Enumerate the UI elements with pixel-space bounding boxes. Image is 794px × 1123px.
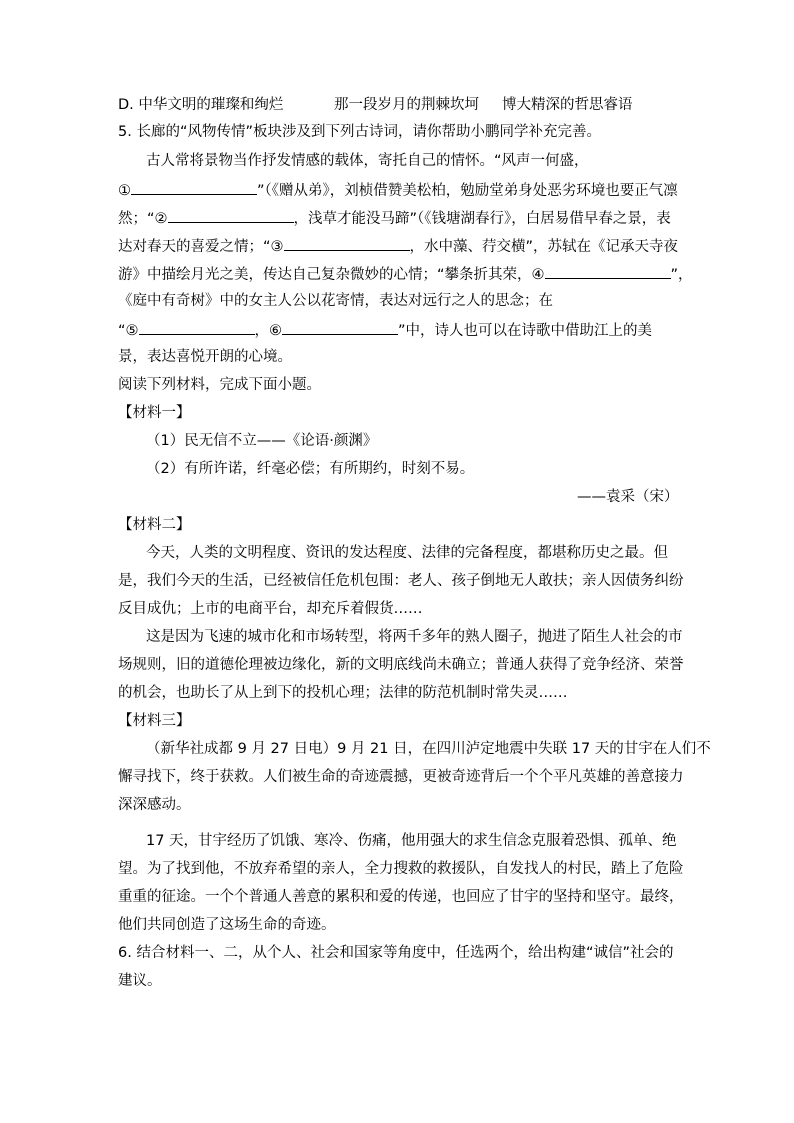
material-3-line-5: 望。为了找到他，不放弃希望的亲人，全力搜救的救援队，自发找人的村民，踏上了危险 [118, 861, 684, 877]
q5-line-6: 《庭中有奇树》中的女主人公以花寄情，表达对远行之人的思念；在 [118, 293, 553, 309]
material-2-line-6: 的机会，也助长了从上到下的投机心理；法律的防范机制时常失灵…… [118, 685, 568, 701]
material-3-line-1: （新华社成都 9 月 27 日电）9 月 21 日，在四川泸定地震中失联 17 天的甘宇在人们不 [146, 741, 711, 757]
material-1-source: ——袁采（宋） [577, 489, 679, 505]
q5-line-4 [118, 235, 678, 257]
q5-line-3 [118, 207, 671, 229]
q5-line-1: 古人常将景物当作抒发情感的载体，寄托自己的情怀。“风声一何盛， [146, 153, 589, 169]
q5-line-2-text: ”（《赠从弟》，刘桢借赞美松柏，勉励堂弟身处恶劣环境也要正气凛 [257, 183, 678, 199]
question-6-line-1: 6. 结合材料一、二，从个人、社会和国家等角度中，任选两个，给出构建“诚信”社会的 [118, 945, 674, 961]
question-5-title: 5. 长廊的“风物传情”板块涉及到下列古诗词，请你帮助小鹏同学补充完善。 [118, 124, 601, 140]
q5-line-7-text: ”中，诗人也可以在诗歌中借助江上的美 [398, 323, 653, 339]
q5-line-7 [118, 319, 652, 341]
option-d-label: D. 中华文明的璀璨和绚烂 [118, 97, 284, 113]
material-2-title: 【材料二】 [118, 517, 191, 533]
blank-4-marker: 游》中描绘月光之美，传达自己复杂微妙的心情；“攀条折其荣，④ [118, 267, 545, 283]
blank-5-marker: “⑤ [118, 323, 139, 339]
q5-line-2 [118, 179, 678, 201]
question-6-line-2: 建议。 [118, 973, 162, 989]
material-3-line-7: 他们共同创造了这场生命的奇迹。 [118, 917, 336, 933]
material-2-line-1: 今天，人类的文明程度、资讯的发达程度、法律的完备程度，都堪称历史之最。但 [146, 545, 668, 561]
material-2-line-2: 是，我们今天的生活，已经被信任危机包围：老人、孩子倒地无人敢扶；亲人因债务纠纷 [118, 573, 684, 589]
fill-blank-4[interactable] [545, 263, 671, 279]
fill-blank-1[interactable] [131, 179, 257, 195]
fill-blank-5[interactable] [139, 319, 255, 335]
q5-line-8: 景，表达喜悦开朗的心境。 [118, 349, 292, 365]
material-1-item-2: （2）有所许诺，纤毫必偿；有所期约，时刻不易。 [146, 461, 475, 477]
material-2-line-3: 反目成仇；上市的电商平台，却充斥着假货…… [118, 601, 423, 617]
blank-2-marker: 然；“② [118, 211, 168, 227]
fill-blank-6[interactable] [282, 319, 398, 335]
option-d-item-3: 博大精深的哲思睿语 [502, 97, 633, 113]
material-2-line-5: 场规则，旧的道德伦理被边缘化，新的文明底线尚未确立；普通人获得了竞争经济、荣誉 [118, 657, 684, 673]
blank-3-marker: 达对春天的喜爱之情；“③ [118, 239, 284, 255]
material-1-title: 【材料一】 [118, 405, 191, 421]
blank-6-marker: ，⑥ [254, 323, 283, 339]
reading-intro: 阅读下列材料，完成下面小题。 [118, 377, 321, 393]
material-3-line-2: 懈寻找下，终于获救。人们被生命的奇迹震撼，更被奇迹背后一个个平凡英雄的善意接力 [118, 769, 684, 785]
material-3-line-6: 重重的征途。一个个普通人善意的累积和爱的传递，也回应了甘宇的坚持和坚守。最终， [118, 889, 684, 905]
q5-line-4-text: ，水中藻、荇交横”，苏轼在《记承天寺夜 [409, 239, 679, 255]
material-2-line-4: 这是因为飞速的城市化和市场转型，将两千多年的熟人圈子，抛进了陌生人社会的市 [146, 629, 683, 645]
blank-1-marker: ① [118, 183, 131, 199]
fill-blank-2[interactable] [168, 207, 294, 223]
q5-line-3-text: ，浅草才能没马蹄”（《钱塘湖春行》，白居易借早春之景，表 [293, 211, 671, 227]
option-d-item-2: 那一段岁月的荆棘坎坷 [334, 97, 479, 113]
material-3-title: 【材料三】 [118, 713, 191, 729]
material-3-line-3: 深深感动。 [118, 797, 191, 813]
fill-blank-3[interactable] [284, 235, 410, 251]
material-3-line-4: 17 天，甘宇经历了饥饿、寒冷、伤痛，他用强大的求生信念克服着恐惧、孤单、绝 [146, 833, 677, 849]
q5-line-5 [118, 263, 693, 285]
q5-line-5-text: ”， [670, 267, 693, 283]
material-1-item-1: （1）民无信不立——《论语·颜渊》 [146, 433, 378, 449]
